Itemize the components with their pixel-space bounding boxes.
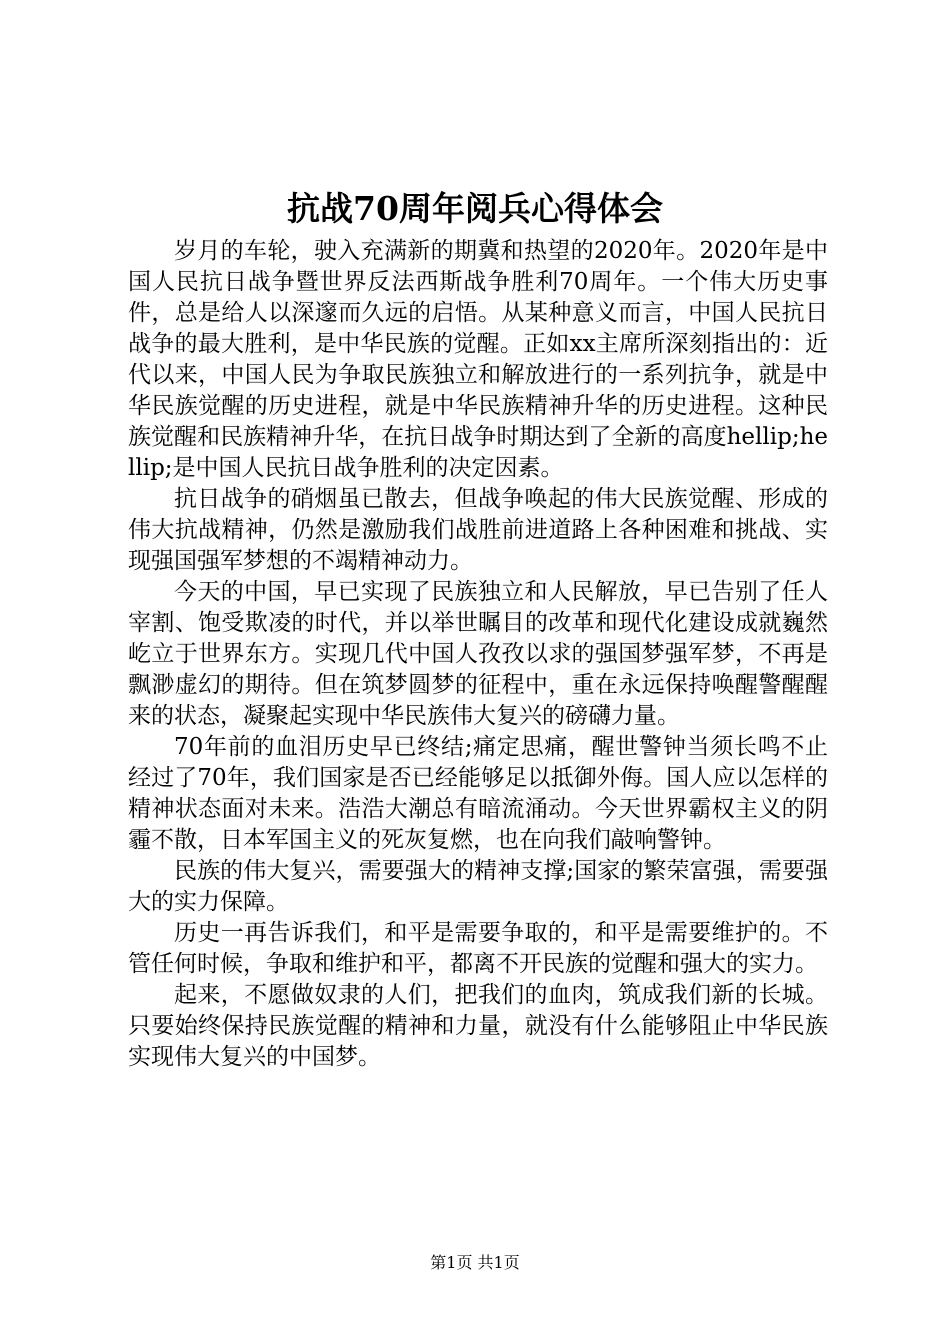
paragraph-1: 岁月的车轮，驶入充满新的期冀和热望的2020年。2020年是中国人民抗日战争暨世界反法西斯战争胜利70周年。一个伟大历史事件，总是给人以深邃而久远的启悟。从某种意义而言，中国人民抗日战争的最大胜利，是中华民族的觉醒。正如xx主席所深刻指出的：近代以来，中国人民为争取民族独立和解放进行的一系列抗争，就是中华民族觉醒的历史进程，就是中华民族精神升华的历史进程。这种民族觉醒和民族精神升华，在抗日战争时期达到了全新的高度hellip;hellip;是中国人民抗日战争胜利的决定因素。 xyxy=(128,238,828,481)
paragraph-6: 历史一再告诉我们，和平是需要争取的，和平是需要维护的。不管任何时候，争取和维护和平，都离不开民族的觉醒和强大的实力。 xyxy=(128,920,828,977)
paragraph-7: 起来，不愿做奴隶的人们，把我们的血肉，筑成我们新的长城。只要始终保持民族觉醒的精神和力量，就没有什么能够阻止中华民族实现伟大复兴的中国梦。 xyxy=(128,982,828,1070)
page-footer: 第1页 共1页 xyxy=(430,1253,520,1272)
paragraph-3: 今天的中国，早已实现了民族独立和人民解放，早已告别了任人宰割、饱受欺凌的时代，并以举世瞩目的改革和现代化建设成就巍然屹立于世界东方。实现几代中国人孜孜以求的强国梦强军梦，不再是飘渺虚幻的期待。但在筑梦圆梦的征程中，重在永远保持唤醒警醒醒来的状态，凝聚起实现中华民族伟大复兴的磅礴力量。 xyxy=(128,579,828,729)
paragraph-2: 抗日战争的硝烟虽已散去，但战争唤起的伟大民族觉醒、形成的伟大抗战精神，仍然是激励我们战胜前进道路上各种困难和挑战、实现强国强军梦想的不竭精神动力。 xyxy=(128,486,828,574)
paragraph-5: 民族的伟大复兴，需要强大的精神支撑;国家的繁荣富强，需要强大的实力保障。 xyxy=(128,858,828,915)
document-title: 抗战70周年阅兵心得体会 xyxy=(287,189,663,228)
paragraph-4: 70年前的血泪历史早已终结;痛定思痛，醒世警钟当须长鸣不止经过了70年，我们国家是否已经能够足以抵御外侮。国人应以怎样的精神状态面对未来。浩浩大潮总有暗流涌动。今天世界霸权主义的阴霾不散，日本军国主义的死灰复燃，也在向我们敲响警钟。 xyxy=(128,734,828,853)
document-body xyxy=(128,236,828,1073)
